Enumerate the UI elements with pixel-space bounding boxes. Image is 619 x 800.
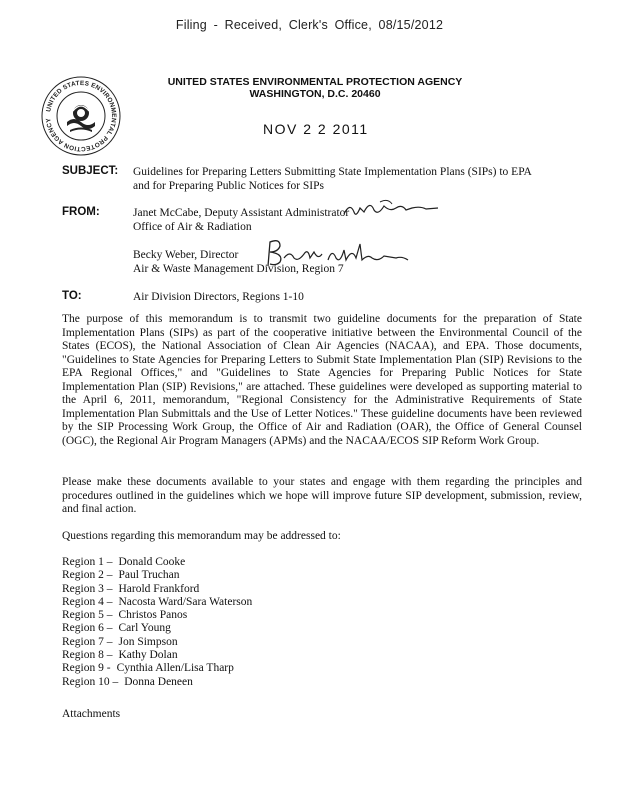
list-item (62, 622, 252, 635)
region-contact: Harold Frankford (118, 582, 200, 595)
region-contact: Donald Cooke (118, 556, 186, 568)
region-label: Region 6 – (62, 622, 113, 635)
from-person1-office: Office of Air & Radiation (133, 221, 252, 233)
region-contact: Paul Truchan (118, 569, 180, 582)
region-label: Region 9 - (62, 662, 111, 675)
region-label: Region 3 – (62, 582, 113, 595)
svg-text:UNITED STATES ENVIRONMENTAL PR: UNITED STATES ENVIRONMENTAL PROTECTION AGENCY (45, 79, 118, 153)
region-contact: Carl Young (118, 622, 171, 635)
subject-label: SUBJECT: (62, 165, 119, 177)
date-stamp: NOV 2 2 2011 (263, 121, 369, 137)
list-item (62, 662, 252, 675)
body-paragraph-2: Please make these documents available to your states and engage with them regarding the principles and procedures outlined in the guidelines which we hope will improve future SIP development, submission, review, and final action. (62, 476, 582, 515)
region-label: Region 7 – (62, 635, 113, 648)
region-contact: Nacosta Ward/Sara Waterson (118, 595, 253, 608)
list-item (62, 636, 252, 649)
from-person2-name: Becky Weber, Director (133, 249, 239, 261)
from-person2-office: Air & Waste Management Division, Region 7 (133, 263, 344, 275)
region-contact-list (62, 556, 252, 689)
list-item (62, 676, 252, 689)
agency-name: UNITED STATES ENVIRONMENTAL PROTECTION AGENCY (167, 76, 463, 88)
region-label: Region 5 – (62, 609, 113, 622)
region-contact: Cynthia Allen/Lisa Tharp (116, 662, 234, 675)
filing-stamp: Filing - Received, Clerk's Office, 08/15/2012 (175, 18, 444, 32)
agency-city: WASHINGTON, D.C. 20460 (249, 88, 381, 100)
body-paragraph-3: Questions regarding this memorandum may be addressed to: (62, 530, 341, 542)
list-item (62, 569, 252, 582)
region-contact: Kathy Dolan (118, 649, 178, 662)
region-label: Region 2 – (62, 569, 113, 582)
list-item (62, 556, 252, 569)
attachments-label: Attachments (62, 708, 121, 720)
region-label: Region 8 – (62, 649, 113, 662)
subject-line-1: Guidelines for Preparing Letters Submitting State Implementation Plans (SIPs) to EPA (133, 166, 532, 178)
from-person1-name: Janet McCabe, Deputy Assistant Administrator (133, 207, 350, 219)
epa-seal-logo (40, 75, 122, 157)
region-contact: Donna Deneen (124, 675, 193, 688)
letterhead (150, 76, 480, 100)
region-contact: Jon Simpson (118, 635, 178, 648)
subject-line-2: and for Preparing Public Notices for SIPs (133, 180, 324, 192)
region-contact: Christos Panos (118, 609, 188, 622)
list-item (62, 583, 252, 596)
list-item (62, 596, 252, 609)
to-value: Air Division Directors, Regions 1-10 (133, 291, 304, 303)
region-label: Region 1 – (62, 556, 113, 568)
region-label: Region 10 – (62, 675, 119, 688)
to-label: TO: (62, 290, 82, 302)
from-label: FROM: (62, 206, 100, 218)
region-label: Region 4 – (62, 595, 113, 608)
body-paragraph-1: The purpose of this memorandum is to transmit two guideline documents for the preparation of State Implementation Plans (SIPs) as part of the cooperative initiative between the Environmental Council of the States (ECOS), the National Association of Clean Air Agencies (NACAA), and EPA. Those documents, "Guidelines to State Agencies for Preparing Letters to Submit State Implementation Plan (SIP) Revisions to the EPA Regional Offices," and "Guidelines to State Agencies for Preparing Public Notices for State Implementation Plan (SIP) Revisions," are attached. These guidelines were developed as supporting material to the April 6, 2011, memorandum, "Regional Consistency for the Administrative Requirements of State Implementation Plan Submittals and the Use of Letter Notices." These guideline documents have been reviewed by the SIP Processing Work Group, the Office of Air and Radiation (OAR), the Office of General Counsel (OGC), the Regional Air Program Managers (APMs) and the NACAA/ECOS SIP Reform Work Group. (62, 313, 582, 447)
list-item (62, 649, 252, 662)
list-item (62, 609, 252, 622)
signature-mccabe (340, 196, 450, 224)
